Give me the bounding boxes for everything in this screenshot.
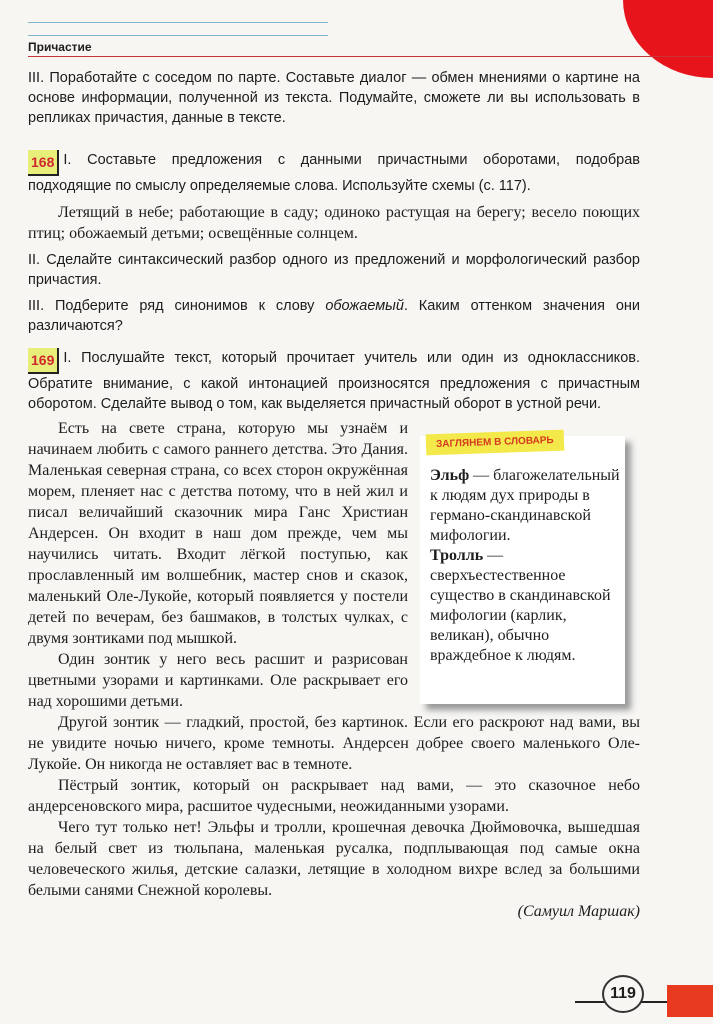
definition: — сверхъестественное существо в скандинавской мифологии (карлик, великан), обычно враждебное к людям.: [430, 547, 611, 664]
term: Тролль: [430, 547, 484, 564]
red-corner-decor: [623, 0, 713, 78]
text: III. Подберите ряд синонимов к слову: [28, 298, 326, 314]
story-author: (Самуил Маршак): [517, 903, 640, 920]
task-number: 168: [28, 150, 59, 176]
header-divider: [28, 56, 713, 57]
story-p2: Один зонтик у него весь расшит и разрисован цветными узорами и картинками. Оле раскрывает его над хорошими детьми.: [28, 651, 408, 710]
page-number: 119: [602, 975, 644, 1013]
highlight-word: обожаемый: [325, 298, 404, 314]
task-168-part1: I. Составьте предложения с данными причастными оборотами, подобрав подходящие по смыслу определяемые слова. Используйте схемы (с. 117).: [28, 152, 640, 194]
decor-line: [28, 22, 328, 23]
dictionary-tag: ЗАГЛЯНЕМ В СЛОВАРЬ: [426, 430, 564, 456]
dictionary-box: [420, 436, 625, 704]
task-168: [28, 150, 640, 342]
footer-red-block: [667, 985, 713, 1017]
term: Эльф: [430, 467, 470, 484]
task-168-part2: II. Сделайте синтаксический разбор одного из предложений и морфологический разбор причастия.: [28, 252, 640, 288]
story-p5: Чего тут только нет! Эльфы и тролли, крошечная девочка Дюймовочка, вышедшая на белый свет из тюльпана, маленькая русалка, подплывающая под самые окна человеческого жилья, детские салазки, летящие в холодном вихре вслед за большими белыми санями Снежной королевы.: [28, 819, 640, 899]
story-p4: Пёстрый зонтик, который он раскрывает над вами, — это сказочное небо андерсеновского мира, расшитое чудесными, неожиданными узорами.: [28, 777, 640, 815]
task-168-part3: [28, 296, 640, 336]
decor-line: [28, 35, 328, 36]
task-169-part1: I. Послушайте текст, который прочитает учитель или один из одноклассников. Обратите внимание, с какой интонацией произносятся предложения с причастным оборотом. Сделайте вывод о том, как выделяется причастный оборот в устной речи.: [28, 350, 640, 412]
task-168-phrases: Летящий в небе; работающие в саду; одиноко растущая на берегу; весело поющих птиц; обожаемый детьми; освещённые солнцем.: [28, 204, 640, 242]
definition: — благожелательный к людям дух природы в германо-скандинавской мифологии.: [430, 467, 620, 544]
text: . Каким оттенком значения они различаются?: [28, 298, 640, 334]
story-p1: Есть на свете страна, которую мы узнаём и начинаем любить с самого раннего детства. Это Дания. Маленькая северная страна, со всех сторон окружённая морем, пленяет нас с детства потому, что в ней жил и писал величайший сказочник мира Ганс Христиан Андерсен. Он входит в наш дом прежде, чем мы научились читать. Входит лёгкой поступью, как прославленный им волшебник, мастер снов и сказок, маленький Оле-Лукойе, который появляется у постели детей по вечерам, без башмаков, в толстых чулках, с двумя зонтиками под мышкой.: [28, 420, 408, 647]
section-title: Причастие: [28, 40, 92, 54]
task-169: [28, 348, 640, 420]
task-prev-part3: III. Поработайте с соседом по парте. Составьте диалог — обмен мнениями о картине на основе информации, полученной из текста. Подумайте, сможете ли вы использовать в репликах причастия, данные в тексте.: [28, 70, 640, 126]
task-prev: [28, 68, 640, 134]
task-number: 169: [28, 348, 59, 374]
story-p3: Другой зонтик — гладкий, простой, без картинок. Если его раскроют над вами, вы не увидите ночью ничего, кроме темноты. Андерсен добрее своего маленького Оле-Лукойе. Он никогда не оставляет вас в темноте.: [28, 714, 640, 773]
